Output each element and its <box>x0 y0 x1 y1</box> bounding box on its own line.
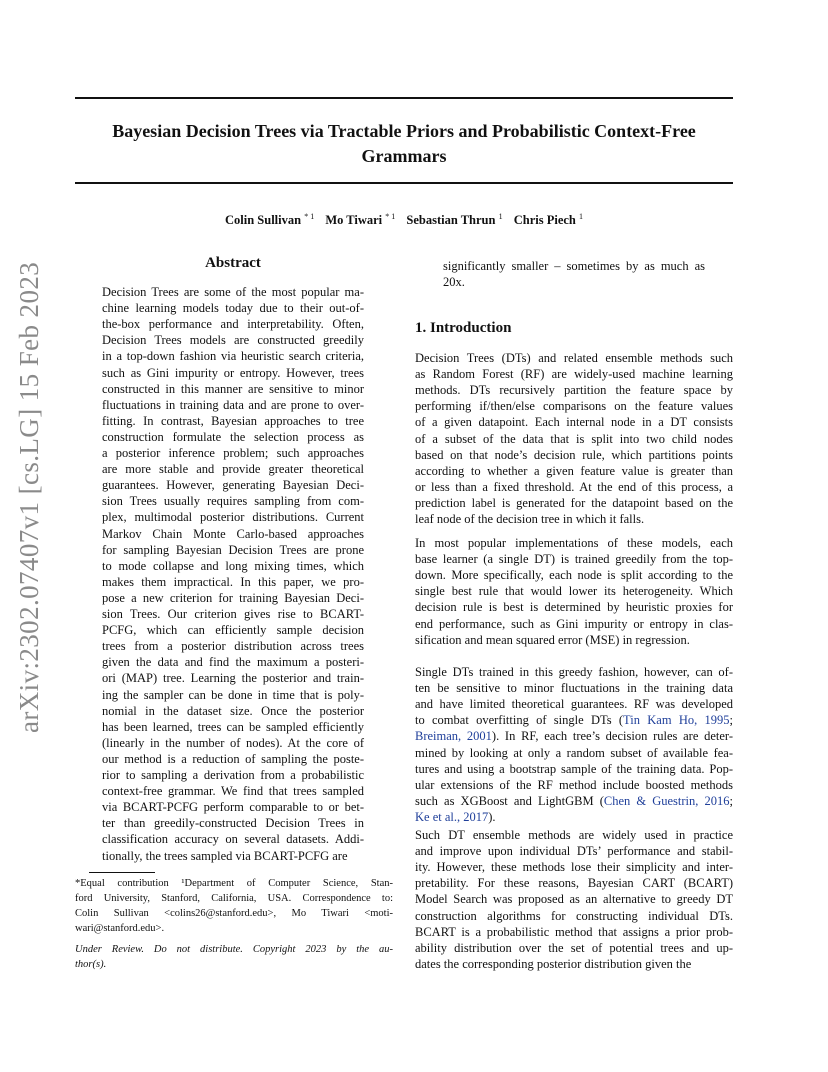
intro-line: base learner (a single DT) is trained greedily from the top- <box>415 552 733 567</box>
author-list <box>75 212 733 228</box>
abstract-line: ter than greedily-constructed Decision Trees in <box>102 816 364 831</box>
intro-line: Single DTs trained in this greedy fashion, however, can of- <box>415 665 733 679</box>
intro-line: down. More specifically, each node is split according to the <box>415 568 733 583</box>
abstract-line: chine learning models today due to their out-of- <box>102 301 364 316</box>
abstract-line: ing the sampler can be done in time that is poly- <box>102 687 364 702</box>
intro-line: In most popular implementations of these models, each <box>415 536 733 550</box>
author: Mo Tiwari $^{* 1}$ <box>325 212 396 228</box>
abstract-line: the-box performance and interpretability. Often, <box>102 317 364 332</box>
abstract-line: Decision Trees models are constructed greedily <box>102 333 364 348</box>
abstract-line: given the data and find the maximum a posteri- <box>102 655 364 670</box>
intro-line: tures and using a bootstrap sample of the training data. Pop- <box>415 761 733 776</box>
abstract-line: classification accuracy on several datasets. Addi- <box>102 832 364 847</box>
abstract-heading: Abstract <box>205 255 261 271</box>
intro-line: Ke et al., 2017). <box>415 809 496 824</box>
abstract-line: nomial in the dataset size. Once the posterior <box>102 703 364 718</box>
citation-link[interactable]: Chen & Guestrin, 2016 <box>603 793 730 808</box>
title-line: Bayesian Decision Trees via Tractable Priors and Probabilistic Context-Free <box>112 121 696 141</box>
abstract-line: plex, multimodal posterior distributions. Current <box>102 510 364 525</box>
intro-line: or less than a fixed threshold. At the end of this process, a <box>415 479 733 494</box>
intro-line: according to whether a given feature value is greater than <box>415 463 733 478</box>
intro-line: based on that node’s decision rule, which partitions points <box>415 447 733 462</box>
abstract-line: 20x. <box>443 275 465 289</box>
section-heading: 1. Introduction <box>415 320 512 336</box>
abstract-line: such as Gini impurity or entropy. However, trees <box>102 365 364 380</box>
intro-line: methods. DTs recursively partition the feature space by <box>415 383 733 398</box>
title-line: Grammars <box>361 146 447 166</box>
intro-line: ular extensions of the RF method include boosted methods <box>415 777 733 792</box>
footnote-rule <box>89 872 155 873</box>
footnote-line: ford University, Stanford, California, USA. Correspondence to: <box>75 893 393 904</box>
intro-line: BCART is a probabilistic method that assigns a prior prob- <box>415 924 733 939</box>
abstract-line: fitting. In contrast, Bayesian approaches to tree <box>102 413 364 428</box>
abstract-line: makes them impractical. In this paper, we pro- <box>102 574 364 589</box>
abstract-line: constructed in this manner are sensitive to minor <box>102 381 364 396</box>
abstract-line: fluctuations in training data and are prone to over- <box>102 397 364 412</box>
title-bottom-rule <box>75 182 733 184</box>
abstract-line: rior to sampling a derivation from a probabilistic <box>102 768 364 782</box>
abstract-line: trees from a posterior distribution across trees <box>102 639 364 654</box>
footnote-line: *Equal contribution ¹Department of Computer Science, Stan- <box>75 878 393 889</box>
abstract-line: are more stable and provide greater theoretical <box>102 462 364 477</box>
abstract-line: sion Trees usually requires sampling from com- <box>102 494 364 509</box>
intro-line: mined by looking at only a random subset of available fea- <box>415 745 733 760</box>
abstract-line: our method is a reduction of sampling the poste- <box>102 751 364 766</box>
intro-line: decision rule is best is determined by heuristic proxies for <box>415 600 733 615</box>
intro-line: ity. However, these methods lose their simplicity and inter- <box>415 860 733 875</box>
abstract-line: a posterior inference problem; such approaches <box>102 446 364 460</box>
intro-line: such as XGBoost and LightGBM (Chen & Guestrin, 2016; <box>415 793 733 808</box>
intro-line: single best rule that would lower its heterogeneity. Which <box>415 584 733 599</box>
paper-title <box>75 119 733 169</box>
intro-line: ten be sensitive to minor fluctuations in the training data <box>415 681 733 696</box>
abstract-line: Markov Chain Monte Carlo-based approaches <box>102 526 364 541</box>
abstract-line: has been learned, trees can be sampled efficiently <box>102 719 364 734</box>
citation-link[interactable]: Tin Kam Ho, 1995 <box>623 713 730 728</box>
abstract-line: Decision Trees are some of the most popular ma- <box>102 285 364 299</box>
intro-line: as Random Forest (RF) are widely-used machine learning <box>415 367 733 382</box>
abstract-line: pose a new criterion for training Bayesian Deci- <box>102 590 364 605</box>
intro-line: construction algorithms for constructing individual DTs. <box>415 908 733 923</box>
intro-line: performing if/then/else comparisons on the feature values <box>415 399 733 414</box>
author: Sebastian Thrun $^1$ <box>406 212 503 228</box>
abstract-line: via BCART-PCFG perform comparable to or bet- <box>102 800 364 815</box>
abstract-line: context-free grammar. We find that trees sampled <box>102 784 364 799</box>
intro-line: and have limited theoretical guarantees. RF was developed <box>415 697 733 712</box>
arxiv-stamp: arXiv:2302.07407v1 [cs.LG] 15 Feb 2023 <box>14 261 44 733</box>
top-rule <box>75 97 733 99</box>
author: Chris Piech $^1$ <box>513 212 583 228</box>
intro-line: Decision Trees (DTs) and related ensemble methods such <box>415 351 733 365</box>
intro-line: of a given datapoint. Each internal node in a DT consists <box>415 415 733 430</box>
intro-line: prediction label is generated for the datapoint based on the <box>415 495 733 510</box>
footnote-line: wari@stanford.edu>. <box>75 923 165 934</box>
intro-line: pretability. For these reasons, Bayesian CART (BCART) <box>415 876 733 891</box>
citation-link[interactable]: Breiman, 2001 <box>415 729 492 744</box>
intro-line: sification and mean squared error (MSE) in regression. <box>415 632 690 647</box>
review-line: Under Review. Do not distribute. Copyright 2023 by the au- <box>75 944 393 955</box>
footnote-line: Colin Sullivan <colins26@stanford.edu>, Mo Tiwari <moti- <box>75 908 393 919</box>
intro-line: Such DT ensemble methods are widely used in practice <box>415 828 733 842</box>
abstract-line: (linearly in the number of nodes). At the core of <box>102 735 364 750</box>
abstract-line: tionally, the trees sampled via BCART-PCFG are <box>102 848 348 863</box>
intro-line: ability distribution over the set of potential trees and up- <box>415 940 733 955</box>
abstract-line: in a top-down fashion via heuristic search criteria, <box>102 349 364 364</box>
abstract-line: PCFG, which can efficiently sample decision <box>102 623 364 638</box>
intro-line: leaf node of the decision tree in which it falls. <box>415 512 645 526</box>
intro-line: and improve upon individual DTs’ performance and stabil- <box>415 844 733 859</box>
intro-line: dates the corresponding posterior distribution given the <box>415 956 692 971</box>
author: Colin Sullivan $^{* 1}$ <box>225 212 315 228</box>
abstract-line: significantly smaller – sometimes by as much as <box>443 259 705 273</box>
abstract-line: for sampling Bayesian Decision Trees are prone <box>102 542 364 557</box>
citation-link[interactable]: Ke et al., 2017 <box>415 809 489 824</box>
abstract-line: to mode collapse and long mixing times, which <box>102 558 364 573</box>
review-line: thor(s). <box>75 959 107 970</box>
intro-line: Breiman, 2001). In RF, each tree’s decision rules are deter- <box>415 729 733 744</box>
intro-line: to combat overfitting of single DTs (Tin Kam Ho, 1995; <box>415 713 733 728</box>
abstract-line: guarantees. However, generating Bayesian Deci- <box>102 478 364 493</box>
abstract-line: ori (MAP) tree. Learning the posterior and train- <box>102 671 364 686</box>
intro-line: end performance, such as Gini impurity or entropy in clas- <box>415 616 733 631</box>
abstract-line: construction formulate the selection process as <box>102 429 364 444</box>
intro-line: Model Search was proposed as an alternative to greedy DT <box>415 892 733 907</box>
intro-line: of a subset of the data that is split into two child nodes <box>415 431 733 446</box>
abstract-line: sion Trees. Our criterion gives rise to BCART- <box>102 607 364 621</box>
